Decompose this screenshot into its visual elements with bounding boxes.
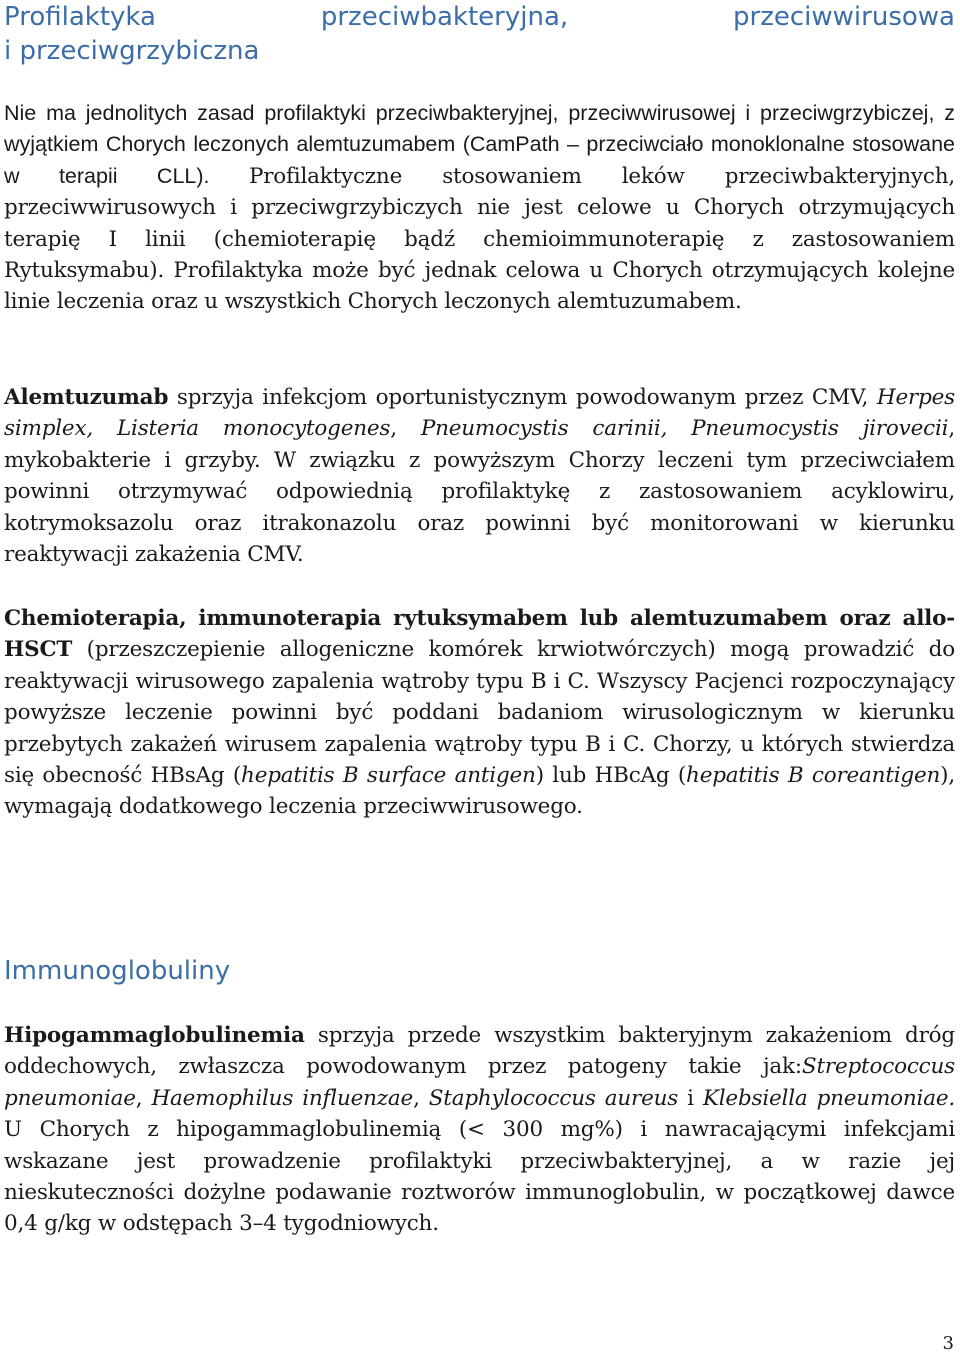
paragraph-text: ), wymagają dodatkowego leczenia przeciwwirusowego. — [4, 763, 955, 820]
paragraph-text: Profilaktyczne stosowaniem leków przeciwbakteryjnych, przeciwwirusowych i przeciwgrzybiczych nie jest celowe u Chorych otrzymujących terapię I linii (chemioterapię bądź chemioimmunoterapię z zastosowaniem Rytuksymabu). Profilaktyka może być jednak celowa u Chorych otrzymujących kolejne linie leczenia oraz u wszystkich Chorych leczonych alemtuzumabem. — [4, 163, 955, 315]
italic-term: Klebsiella pneumoniae. — [702, 1085, 955, 1111]
paragraph-text: Nie ma jednolitych zasad profilaktyki przeciwbakteryjnej, przeciwwirusowej i przeciwgrzybiczej, z wyjątkiem Chorych leczonych alemtuzumabem (CamPath – przeciwciało monoklonalne stosowane w terapii CLL). — [4, 101, 955, 188]
section-heading-prophylaxis — [4, 0, 955, 68]
paragraph-text: (przeszczepienie allogeniczne komórek krwiotwórczych) mogą prowadzić do reaktywacji wirusowego zapalenia wątroby typu B i C. Wszyscy Pacjenci rozpoczynający powyższe leczenie powinni być poddani badaniom wirusologicznym w kierunku przebytych zakażeń wirusem zapalenia wątroby typu B i C. Chorzy, u których stwierdza się obecność HBsAg ( — [4, 637, 955, 789]
heading-line-1 — [4, 0, 955, 34]
paragraph-text: U Chorych z hipogammaglobulinemią (< 300 mg%) i nawracającymi infekcjami wskazane jest prowadzenie profilaktyki przeciwbakteryjnej, a w razie jej nieskuteczności dożylne podawanie roztworów immunoglobulin, w początkowej dawce 0,4 g/kg w odstępach 3–4 tygodniowych. — [4, 1117, 955, 1237]
section-heading-immunoglobulins: Immunoglobuliny — [4, 956, 231, 986]
paragraph-hepatitis — [4, 603, 955, 823]
italic-term: Haemophilus influenzae — [151, 1085, 414, 1111]
paragraph-text: ) lub HBcAg ( — [535, 763, 687, 789]
paragraph-text: sprzyja przede wszystkim bakteryjnym zakażeniom dróg oddechowych, zwłaszcza powodowanym przez patogeny takie jak: — [4, 1023, 955, 1080]
paragraph-text: , — [135, 1085, 152, 1111]
italic-term: Streptococcus pneumoniae — [4, 1054, 955, 1111]
paragraph-text: , mykobakterie i grzyby. W związku z powyższym Chorzy leczeni tym przeciwciałem powinni otrzymywać odpowiednią profilaktykę z zastosowaniem acyklowiru, kotrymoksazolu oraz itrakonazolu oraz powinni być monitorowani w kierunku reaktywacji zakażenia CMV. — [4, 416, 955, 568]
paragraph-text: sprzyja infekcjom oportunistycznym powodowanym przez CMV, — [168, 385, 877, 410]
heading-word: przeciwwirusowa — [733, 2, 955, 32]
italic-term: Herpes simplex, Listeria monocytogenes — [4, 385, 955, 442]
bold-term: Hipogammaglobulinemia — [4, 1023, 305, 1048]
page-number: 3 — [942, 1333, 954, 1354]
paragraph-prophylaxis-rules — [4, 98, 955, 318]
paragraph-text: , — [413, 1085, 429, 1111]
paragraph-text: i — [678, 1085, 703, 1111]
document-page — [4, 0, 955, 1237]
paragraph-alemtuzumab — [4, 382, 955, 570]
italic-term: Staphylococcus aureus — [428, 1085, 679, 1111]
heading-line-2: i przeciwgrzybiczna — [4, 36, 260, 66]
paragraph-text: , — [390, 416, 421, 442]
heading-word: przeciwbakteryjna, — [320, 2, 569, 32]
heading-word: Profilaktyka — [4, 2, 156, 32]
paragraph-hypogammaglobulinemia — [4, 1020, 955, 1240]
bold-term: Chemioterapia, immunoterapia rytuksymabem lub alemtuzumabem oraz allo-HSCT — [4, 606, 955, 663]
italic-term: hepatitis B coreantigen — [686, 763, 941, 789]
bold-term: Alemtuzumab — [4, 385, 169, 410]
italic-term: hepatitis B surface antigen — [241, 763, 536, 789]
italic-term: Pneumocystis carinii, Pneumocystis jirovecii — [420, 416, 949, 442]
